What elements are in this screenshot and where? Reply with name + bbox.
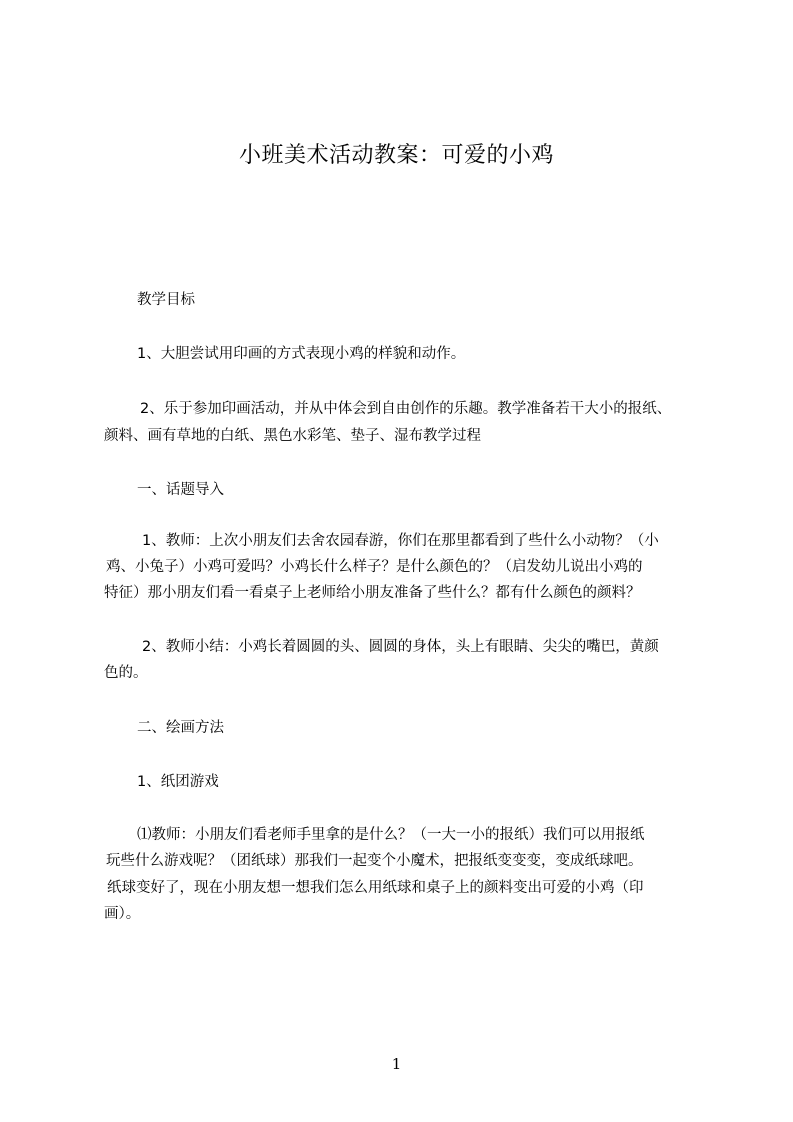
section-1-item-1-line-2: 鸡、小兔子）小鸡可爱吗？小鸡长什么样子？是什么颜色的？（启发幼儿说出小鸡的: [106, 559, 643, 575]
goal-1: 1、大胆尝试用印画的方式表现小鸡的样貌和动作。: [137, 346, 466, 362]
document-title: 小班美术活动教案：可爱的小鸡: [238, 143, 554, 168]
section-2-sub-1-para-line-4: 画）。: [104, 906, 141, 922]
goal-2-line-2: 颜料、画有草地的白纸、黑色水彩笔、垫子、湿布教学过程: [104, 428, 481, 444]
goal-2-line-1: 2、乐于参加印画活动，并从中体会到自由创作的乐趣。教学准备若干大小的报纸、: [140, 401, 672, 417]
section-1-item-1-line-1: 1、教师：上次小朋友们去舍农园春游，你们在那里都看到了些什么小动物？（小: [142, 533, 659, 549]
section-2-sub-1-para-line-2: 玩些什么游戏呢？（团纸球）那我们一起变个小魔术，把报纸变变变，变成纸球吧。: [106, 853, 643, 869]
section-1-item-1-line-3: 特征）那小朋友们看一看桌子上老师给小朋友准备了些什么？都有什么颜色的颜料？: [104, 585, 641, 601]
section-2-sub-1-para-line-1: ⑴教师：小朋友们看老师手里拿的是什么？（一大一小的报纸）我们可以用报纸: [137, 827, 645, 843]
section-2-heading: 二、绘画方法: [137, 720, 224, 736]
page-number: 1: [391, 1055, 402, 1073]
section-2-sub-1-para-line-3: 纸球变好了，现在小朋友想一想我们怎么用纸球和桌子上的颜料变出可爱的小鸡（印: [107, 880, 644, 896]
section-2-sub-1-heading: 1、纸团游戏: [137, 774, 219, 790]
heading-teaching-goals: 教学目标: [137, 292, 195, 308]
section-1-heading: 一、话题导入: [137, 482, 224, 498]
section-1-item-2-line-1: 2、教师小结：小鸡长着圆圆的头、圆圆的身体，头上有眼睛、尖尖的嘴巴，黄颜: [142, 639, 659, 655]
section-1-item-2-line-2: 色的。: [104, 665, 148, 681]
